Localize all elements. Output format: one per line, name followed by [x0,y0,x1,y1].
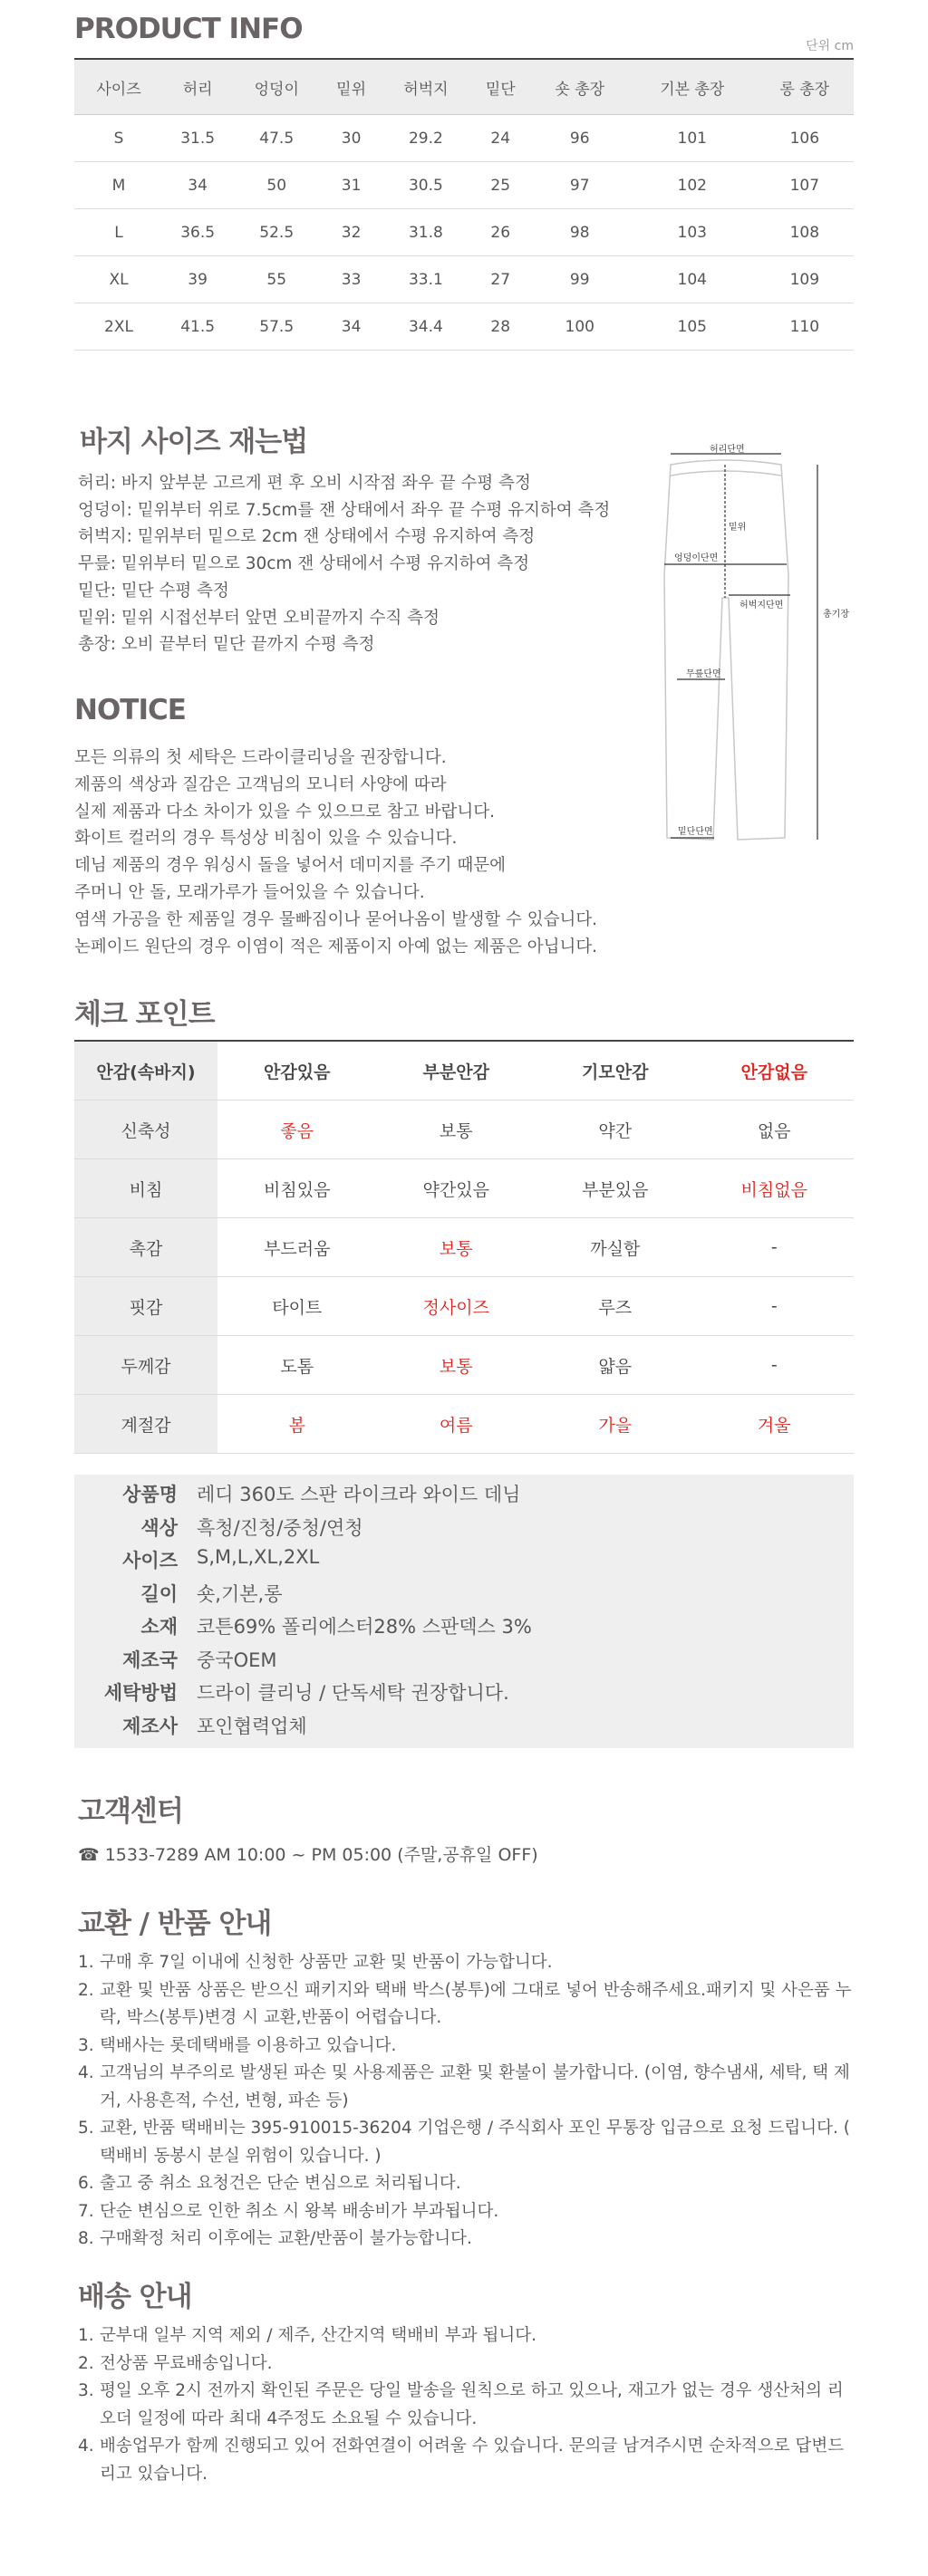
spec-row [74,1480,854,1514]
check-point-table [74,1040,854,1454]
size-table-cell: 41.5 [163,303,232,351]
measure-line: 허벅지: 밑위부터 밑으로 2cm 잰 상태에서 수평 유지하여 측정 [78,527,536,547]
check-point-row [74,1101,854,1159]
measure-line: 밑위: 밑위 시접선부터 앞면 오비끝까지 수직 측정 [78,608,440,628]
exchange-item [78,2170,857,2198]
check-point-row [74,1218,854,1277]
spec-row [74,1546,854,1580]
spec-value: 숏,기본,롱 [197,1582,283,1605]
exchange-number: 8. [78,2229,94,2248]
shipping-item [78,2378,857,2433]
spec-row [74,1678,854,1712]
check-point-cell: 여름 [377,1395,536,1454]
measure-line: 밑단: 밑단 수평 측정 [78,581,229,601]
spec-value: 코튼69% 폴리에스터28% 스판덱스 3% [197,1616,532,1638]
notice-line: 제품의 색상과 질감은 고객님의 모니터 사양에 따라 [74,774,447,794]
check-point-label: 신축성 [74,1101,218,1159]
exchange-text: 고객님의 부주의로 발생된 파손 및 사용제품은 교환 및 환불이 불가합니다. (이염, 향수냄새, 세탁, 택 제거, 사용흔적, 수선, 변형, 파손 등) [100,2063,850,2110]
size-table-row [74,209,854,256]
diagram-label-thigh: 허벅지단면 [740,601,784,610]
size-table-cell: 96 [531,115,629,162]
size-header-cell: 밑단 [470,59,531,115]
size-table-cell: 31.8 [382,209,470,256]
size-table-cell: 107 [756,162,854,209]
check-point-label: 비침 [74,1159,218,1218]
size-table-row [74,162,854,209]
size-table-cell: 97 [531,162,629,209]
spec-key: 세탁방법 [103,1682,178,1704]
exchange-item [78,1977,857,2033]
shipping-text: 전상품 무료배송입니다. [100,2353,273,2373]
size-header-cell: 숏 총장 [531,59,629,115]
size-table-cell: 52.5 [232,209,321,256]
size-table-cell: 30.5 [382,162,470,209]
spec-row [74,1646,854,1679]
exchange-item [78,1949,857,1977]
size-table-cell: 108 [756,209,854,256]
unit-label: 단위 cm [806,39,854,53]
size-table-cell: 104 [629,256,756,303]
exchange-number: 2. [78,1980,94,2000]
check-point-cell: 도톰 [218,1336,377,1395]
shipping-item [78,2350,857,2379]
exchange-number: 1. [78,1953,94,1972]
spec-value: S,M,L,XL,2XL [197,1546,320,1568]
spec-key: 사이즈 [122,1550,178,1572]
spec-value: 중국OEM [197,1648,277,1671]
size-header-cell: 기본 총장 [629,59,756,115]
size-table-cell: 34.4 [382,303,470,351]
size-header-cell: 밑위 [321,59,382,115]
spec-row [74,1580,854,1613]
exchange-item [78,2033,857,2061]
exchange-text: 구매 후 7일 이내에 신청한 상품만 교환 및 반품이 가능합니다. [100,1953,553,1972]
check-point-cell: - [695,1336,855,1395]
size-table-cell: 99 [531,256,629,303]
exchange-title: 교환 / 반품 안내 [78,1908,272,1940]
size-table-cell: 26 [470,209,531,256]
shipping-text: 배송업무가 함께 진행되고 있어 전화연결이 어려울 수 있습니다. 문의글 남겨주시면 순차적으로 답변드리고 있습니다. [100,2437,845,2484]
measure-line: 무릎: 밑위부터 밑으로 30cm 잰 상태에서 수평 유지하여 측정 [78,554,530,574]
size-table-cell: 31.5 [163,115,232,162]
shipping-title: 배송 안내 [78,2281,192,2313]
spec-row [74,1514,854,1547]
size-table-cell: 55 [232,256,321,303]
shipping-text: 군부대 일부 지역 제외 / 제주, 산간지역 택배비 부과 됩니다. [100,2326,536,2345]
shipping-number: 3. [78,2381,94,2400]
notice-list [74,745,597,960]
diagram-label-waist: 허리단면 [710,445,745,455]
check-point-cell: 없음 [695,1101,855,1159]
check-point-cell: 부분있음 [536,1159,695,1218]
size-table-cell: 34 [163,162,232,209]
shipping-number: 2. [78,2353,94,2373]
spec-row [74,1712,854,1745]
shipping-item [78,2322,857,2350]
check-point-cell: 약간 [536,1101,695,1159]
size-table-cell: 50 [232,162,321,209]
notice-title: NOTICE [74,694,186,726]
exchange-text: 교환, 반품 택배비는 395-910015-36204 기업은행 / 주식회사 포인 무통장 입금으로 요청 드립니다. ( 택배비 동봉시 분실 위험이 있습니다. ) [100,2119,850,2166]
spec-key: 소재 [140,1616,178,1638]
size-header-cell: 엉덩이 [232,59,321,115]
exchange-number: 5. [78,2119,94,2138]
size-table-cell: 98 [531,209,629,256]
size-table-cell: 101 [629,115,756,162]
size-header-cell: 허벅지 [382,59,470,115]
shipping-number: 1. [78,2326,94,2345]
pants-measurement-diagram [634,439,849,856]
check-point-cell: 안감없음 [695,1041,855,1101]
measure-list [78,470,610,658]
check-point-cell: 보통 [377,1218,536,1277]
size-table-cell: 105 [629,303,756,351]
spec-key: 제조국 [122,1648,178,1671]
size-table-row [74,115,854,162]
size-table-cell: 39 [163,256,232,303]
size-table-row [74,303,854,351]
measure-line: 엉덩이: 밑위부터 위로 7.5cm를 잰 상태에서 좌우 끝 수평 유지하여 측정 [78,500,611,520]
spec-key: 색상 [140,1516,178,1539]
check-point-cell: 비침있음 [218,1159,377,1218]
check-point-label: 계절감 [74,1395,218,1454]
exchange-number: 3. [78,2035,94,2055]
size-table-cell: 2XL [74,303,163,351]
size-table-cell: 36.5 [163,209,232,256]
spec-key: 제조사 [122,1715,178,1737]
check-point-cell: 겨울 [695,1395,855,1454]
check-point-cell: 부드러움 [218,1218,377,1277]
product-info-title: PRODUCT INFO [74,13,303,45]
shipping-list [78,2322,857,2488]
size-header-cell: 롱 총장 [756,59,854,115]
measure-line: 총장: 오비 끝부터 밑단 끝까지 수평 측정 [78,635,375,655]
size-table-cell: L [74,209,163,256]
notice-line: 주머니 안 돌, 모래가루가 들어있을 수 있습니다. [74,882,425,902]
check-point-title: 체크 포인트 [74,998,215,1031]
notice-line: 데님 제품의 경우 워싱시 돌을 넣어서 데미지를 주기 때문에 [74,856,506,876]
check-point-cell: 봄 [218,1395,377,1454]
exchange-number: 7. [78,2201,94,2221]
exchange-item [78,2198,857,2226]
diagram-label-hip: 엉덩이단면 [674,553,719,563]
size-table-cell: S [74,115,163,162]
customer-center-hours: 1533-7289 AM 10:00 ~ PM 05:00 (주말,공휴일 OFF) [104,1845,538,1865]
size-table-cell: 30 [321,115,382,162]
check-point-cell: 루즈 [536,1277,695,1336]
exchange-text: 교환 및 반품 상품은 받으신 패키지와 택배 박스(봉투)에 그대로 넣어 반송해주세요.패키지 및 사은품 누락, 박스(봉투)변경 시 교환,반품이 어렵습니다. [100,1980,852,2027]
check-point-cell: 비침없음 [695,1159,855,1218]
check-point-cell: 기모안감 [536,1041,695,1101]
size-table-cell: 103 [629,209,756,256]
measure-line: 허리: 바지 앞부분 고르게 편 후 오비 시작점 좌우 끝 수평 측정 [78,474,531,493]
size-table-cell: 33 [321,256,382,303]
check-point-label: 촉감 [74,1218,218,1277]
check-point-row [74,1159,854,1218]
notice-line: 논페이드 원단의 경우 이염이 적은 제품이지 아예 없는 제품은 아닙니다. [74,937,598,956]
size-table-cell: 34 [321,303,382,351]
customer-center-title: 고객센터 [78,1795,183,1828]
spec-row [74,1612,854,1646]
check-point-cell: - [695,1277,855,1336]
size-table-cell: 47.5 [232,115,321,162]
phone-icon: ☎ [78,1845,100,1865]
check-point-cell: 보통 [377,1101,536,1159]
size-table-cell: 33.1 [382,256,470,303]
check-point-cell: 얇음 [536,1336,695,1395]
diagram-label-knee: 무릎단면 [686,669,721,679]
size-table-cell: 32 [321,209,382,256]
exchange-item [78,2115,857,2170]
check-point-row [74,1336,854,1395]
notice-line: 염색 가공을 한 제품일 경우 물빠짐이나 묻어나옴이 발생할 수 있습니다. [74,909,598,929]
size-table-cell: 31 [321,162,382,209]
spec-key: 상품명 [122,1484,178,1505]
check-point-row [74,1277,854,1336]
check-point-cell: 가을 [536,1395,695,1454]
exchange-text: 출고 중 취소 요청건은 단순 변심으로 처리됩니다. [100,2174,461,2193]
spec-value: 레디 360도 스판 라이크라 와이드 데님 [197,1484,521,1505]
check-point-label: 두께감 [74,1336,218,1395]
size-table-cell: 106 [756,115,854,162]
diagram-label-hem: 밑단단면 [678,827,713,837]
check-point-cell: 까실함 [536,1218,695,1277]
diagram-label-rise: 밑위 [729,523,747,533]
check-point-label: 안감(속바지) [74,1041,218,1101]
check-point-cell: 약간있음 [377,1159,536,1218]
exchange-text: 단순 변심으로 인한 취소 시 왕복 배송비가 부과됩니다. [100,2201,499,2221]
size-table-cell: M [74,162,163,209]
product-spec-box [74,1475,854,1748]
size-table-cell: 100 [531,303,629,351]
customer-center-line [78,1841,538,1866]
size-table-cell: 29.2 [382,115,470,162]
check-point-cell: 좋음 [218,1101,377,1159]
exchange-list [78,1949,857,2254]
exchange-item [78,2225,857,2254]
diagram-label-length: 총기장 [823,610,849,620]
shipping-item [78,2433,857,2488]
spec-key: 길이 [140,1582,178,1605]
size-table-cell: 24 [470,115,531,162]
size-table-cell: 109 [756,256,854,303]
size-table-header [74,59,854,115]
check-point-cell: 타이트 [218,1277,377,1336]
size-table-cell: 57.5 [232,303,321,351]
size-table-cell: 27 [470,256,531,303]
check-point-cell: 보통 [377,1336,536,1395]
size-table-cell: 28 [470,303,531,351]
size-table-cell: 102 [629,162,756,209]
size-header-cell: 허리 [163,59,232,115]
check-point-row [74,1041,854,1101]
size-table-row [74,256,854,303]
exchange-number: 4. [78,2063,94,2082]
size-table-cell: 110 [756,303,854,351]
shipping-number: 4. [78,2437,94,2456]
shipping-text: 평일 오후 2시 전까지 확인된 주문은 당일 발송을 원칙으로 하고 있으나, 재고가 없는 경우 생산처의 리오더 일정에 따라 최대 4주정도 소요될 수 있습니다. [100,2381,844,2428]
exchange-text: 택배사는 롯데택배를 이용하고 있습니다. [100,2035,397,2055]
size-table-cell: 25 [470,162,531,209]
spec-value: 흑청/진청/중청/연청 [197,1516,363,1539]
exchange-item [78,2060,857,2115]
check-point-cell: 부분안감 [377,1041,536,1101]
spec-value: 드라이 클리닝 / 단독세탁 권장합니다. [197,1682,509,1704]
notice-line: 모든 의류의 첫 세탁은 드라이클리닝을 권장합니다. [74,748,447,767]
check-point-cell: 안감있음 [218,1041,377,1101]
check-point-cell: 정사이즈 [377,1277,536,1336]
measure-title: 바지 사이즈 재는법 [80,426,308,458]
check-point-cell: - [695,1218,855,1277]
check-point-row [74,1395,854,1454]
notice-line: 화이트 컬러의 경우 특성상 비침이 있을 수 있습니다. [74,829,458,849]
size-table [74,58,854,351]
exchange-number: 6. [78,2174,94,2193]
exchange-text: 구매확정 처리 이후에는 교환/반품이 불가능합니다. [100,2229,472,2248]
size-header-cell: 사이즈 [74,59,163,115]
spec-value: 포인협력업체 [197,1715,307,1737]
size-table-cell: XL [74,256,163,303]
check-point-label: 핏감 [74,1277,218,1336]
notice-line: 실제 제품과 다소 차이가 있을 수 있으므로 참고 바랍니다. [74,802,495,822]
